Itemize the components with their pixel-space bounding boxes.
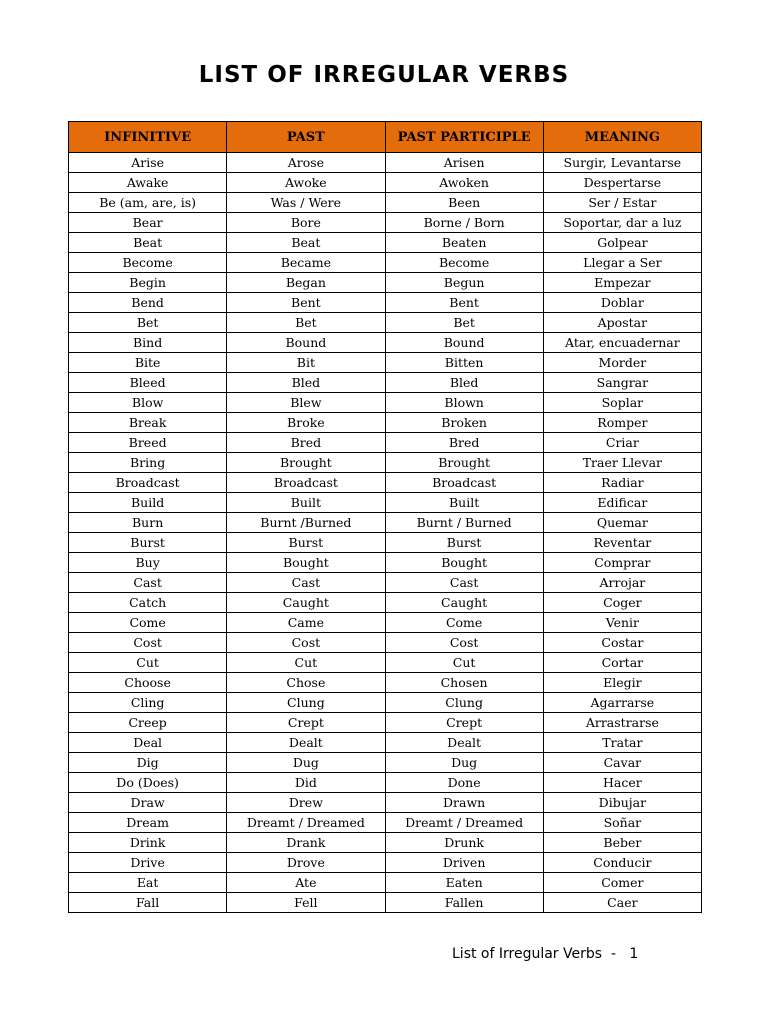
table-row xyxy=(69,713,702,733)
table-row xyxy=(69,733,702,753)
cell-past-participle: Crept xyxy=(385,713,543,733)
cell-infinitive: Buy xyxy=(69,553,227,573)
cell-meaning: Empezar xyxy=(543,273,701,293)
table-row xyxy=(69,653,702,673)
cell-meaning: Dibujar xyxy=(543,793,701,813)
cell-infinitive: Bite xyxy=(69,353,227,373)
cell-infinitive: Bind xyxy=(69,333,227,353)
cell-past-participle: Broken xyxy=(385,413,543,433)
cell-infinitive: Cast xyxy=(69,573,227,593)
cell-past: Was / Were xyxy=(227,193,385,213)
cell-past-participle: Come xyxy=(385,613,543,633)
cell-past: Burst xyxy=(227,533,385,553)
cell-past-participle: Caught xyxy=(385,593,543,613)
cell-infinitive: Bring xyxy=(69,453,227,473)
cell-past-participle: Bound xyxy=(385,333,543,353)
cell-past-participle: Burst xyxy=(385,533,543,553)
cell-meaning: Coger xyxy=(543,593,701,613)
table-row xyxy=(69,413,702,433)
cell-past: Began xyxy=(227,273,385,293)
table-row xyxy=(69,813,702,833)
cell-infinitive: Fall xyxy=(69,893,227,913)
cell-infinitive: Drive xyxy=(69,853,227,873)
cell-meaning: Edificar xyxy=(543,493,701,513)
cell-infinitive: Choose xyxy=(69,673,227,693)
cell-past-participle: Been xyxy=(385,193,543,213)
cell-infinitive: Bend xyxy=(69,293,227,313)
cell-infinitive: Do (Does) xyxy=(69,773,227,793)
cell-past: Drove xyxy=(227,853,385,873)
cell-infinitive: Break xyxy=(69,413,227,433)
cell-past: Dealt xyxy=(227,733,385,753)
cell-past-participle: Driven xyxy=(385,853,543,873)
table-body xyxy=(69,153,702,913)
cell-infinitive: Come xyxy=(69,613,227,633)
table-row xyxy=(69,153,702,173)
cell-past: Brought xyxy=(227,453,385,473)
cell-meaning: Radiar xyxy=(543,473,701,493)
table-row xyxy=(69,213,702,233)
table-row xyxy=(69,593,702,613)
cell-past-participle: Dreamt / Dreamed xyxy=(385,813,543,833)
cell-infinitive: Breed xyxy=(69,433,227,453)
cell-meaning: Golpear xyxy=(543,233,701,253)
cell-infinitive: Awake xyxy=(69,173,227,193)
table-header xyxy=(69,122,702,153)
cell-meaning: Doblar xyxy=(543,293,701,313)
cell-past-participle: Bred xyxy=(385,433,543,453)
cell-infinitive: Dream xyxy=(69,813,227,833)
table-row xyxy=(69,353,702,373)
cell-past-participle: Begun xyxy=(385,273,543,293)
cell-past-participle: Borne / Born xyxy=(385,213,543,233)
table-row xyxy=(69,693,702,713)
cell-meaning: Atar, encuadernar xyxy=(543,333,701,353)
cell-meaning: Ser / Estar xyxy=(543,193,701,213)
cell-past: Bore xyxy=(227,213,385,233)
cell-past-participle: Burnt / Burned xyxy=(385,513,543,533)
cell-infinitive: Begin xyxy=(69,273,227,293)
cell-infinitive: Be (am, are, is) xyxy=(69,193,227,213)
cell-meaning: Quemar xyxy=(543,513,701,533)
cell-past: Bred xyxy=(227,433,385,453)
cell-infinitive: Bleed xyxy=(69,373,227,393)
cell-past-participle: Drawn xyxy=(385,793,543,813)
cell-infinitive: Build xyxy=(69,493,227,513)
cell-meaning: Llegar a Ser xyxy=(543,253,701,273)
table-row xyxy=(69,313,702,333)
cell-past: Drank xyxy=(227,833,385,853)
table-row xyxy=(69,833,702,853)
cell-past: Ate xyxy=(227,873,385,893)
cell-past: Caught xyxy=(227,593,385,613)
cell-past-participle: Bent xyxy=(385,293,543,313)
cell-infinitive: Cost xyxy=(69,633,227,653)
irregular-verbs-table xyxy=(68,121,702,913)
table-row xyxy=(69,233,702,253)
page-footer: List of Irregular Verbs - 1 xyxy=(452,946,639,962)
cell-meaning: Soplar xyxy=(543,393,701,413)
table-row xyxy=(69,553,702,573)
cell-past: Burnt /Burned xyxy=(227,513,385,533)
header-meaning: MEANING xyxy=(543,122,701,153)
table-row xyxy=(69,273,702,293)
cell-past: Bought xyxy=(227,553,385,573)
cell-past-participle: Fallen xyxy=(385,893,543,913)
cell-past: Came xyxy=(227,613,385,633)
cell-past-participle: Eaten xyxy=(385,873,543,893)
table-row xyxy=(69,393,702,413)
cell-infinitive: Burn xyxy=(69,513,227,533)
cell-past: Chose xyxy=(227,673,385,693)
cell-past-participle: Blown xyxy=(385,393,543,413)
cell-meaning: Arrojar xyxy=(543,573,701,593)
cell-infinitive: Beat xyxy=(69,233,227,253)
cell-infinitive: Burst xyxy=(69,533,227,553)
cell-infinitive: Cut xyxy=(69,653,227,673)
cell-past: Fell xyxy=(227,893,385,913)
cell-past-participle: Bled xyxy=(385,373,543,393)
table-row xyxy=(69,893,702,913)
table-row xyxy=(69,493,702,513)
cell-meaning: Costar xyxy=(543,633,701,653)
cell-meaning: Venir xyxy=(543,613,701,633)
cell-meaning: Criar xyxy=(543,433,701,453)
table-row xyxy=(69,333,702,353)
cell-past: Blew xyxy=(227,393,385,413)
cell-infinitive: Become xyxy=(69,253,227,273)
cell-past: Awoke xyxy=(227,173,385,193)
cell-meaning: Cortar xyxy=(543,653,701,673)
cell-meaning: Caer xyxy=(543,893,701,913)
cell-past-participle: Brought xyxy=(385,453,543,473)
cell-past: Built xyxy=(227,493,385,513)
cell-infinitive: Eat xyxy=(69,873,227,893)
cell-meaning: Elegir xyxy=(543,673,701,693)
cell-past-participle: Arisen xyxy=(385,153,543,173)
cell-infinitive: Arise xyxy=(69,153,227,173)
cell-meaning: Cavar xyxy=(543,753,701,773)
table-row xyxy=(69,793,702,813)
cell-past: Broadcast xyxy=(227,473,385,493)
cell-past-participle: Done xyxy=(385,773,543,793)
cell-past: Dug xyxy=(227,753,385,773)
table-row xyxy=(69,533,702,553)
table-row xyxy=(69,773,702,793)
table-row xyxy=(69,173,702,193)
header-infinitive: INFINITIVE xyxy=(69,122,227,153)
header-past: PAST xyxy=(227,122,385,153)
header-row xyxy=(69,122,702,153)
cell-meaning: Despertarse xyxy=(543,173,701,193)
table-row xyxy=(69,293,702,313)
cell-past-participle: Drunk xyxy=(385,833,543,853)
cell-past-participle: Built xyxy=(385,493,543,513)
cell-past: Beat xyxy=(227,233,385,253)
cell-past-participle: Become xyxy=(385,253,543,273)
cell-past: Did xyxy=(227,773,385,793)
cell-past: Cost xyxy=(227,633,385,653)
cell-past: Bit xyxy=(227,353,385,373)
table-row xyxy=(69,753,702,773)
table-row xyxy=(69,433,702,453)
cell-infinitive: Blow xyxy=(69,393,227,413)
cell-past-participle: Cut xyxy=(385,653,543,673)
cell-meaning: Surgir, Levantarse xyxy=(543,153,701,173)
table-row xyxy=(69,873,702,893)
cell-meaning: Morder xyxy=(543,353,701,373)
cell-meaning: Sangrar xyxy=(543,373,701,393)
cell-past-participle: Cast xyxy=(385,573,543,593)
cell-past-participle: Cost xyxy=(385,633,543,653)
cell-past-participle: Bought xyxy=(385,553,543,573)
cell-past: Cast xyxy=(227,573,385,593)
cell-past: Drew xyxy=(227,793,385,813)
cell-past: Clung xyxy=(227,693,385,713)
cell-past-participle: Broadcast xyxy=(385,473,543,493)
cell-past-participle: Dug xyxy=(385,753,543,773)
cell-infinitive: Creep xyxy=(69,713,227,733)
cell-past: Became xyxy=(227,253,385,273)
table-row xyxy=(69,193,702,213)
cell-meaning: Soñar xyxy=(543,813,701,833)
table-row xyxy=(69,633,702,653)
cell-past: Arose xyxy=(227,153,385,173)
table-row xyxy=(69,373,702,393)
cell-infinitive: Catch xyxy=(69,593,227,613)
table-row xyxy=(69,613,702,633)
cell-past-participle: Awoken xyxy=(385,173,543,193)
cell-meaning: Hacer xyxy=(543,773,701,793)
cell-past: Bent xyxy=(227,293,385,313)
table-row xyxy=(69,253,702,273)
table-row xyxy=(69,573,702,593)
cell-meaning: Comprar xyxy=(543,553,701,573)
cell-infinitive: Dig xyxy=(69,753,227,773)
table-row xyxy=(69,853,702,873)
page-title: LIST OF IRREGULAR VERBS xyxy=(198,62,570,88)
cell-infinitive: Deal xyxy=(69,733,227,753)
cell-past-participle: Bet xyxy=(385,313,543,333)
cell-meaning: Beber xyxy=(543,833,701,853)
cell-past: Cut xyxy=(227,653,385,673)
cell-infinitive: Bet xyxy=(69,313,227,333)
cell-meaning: Agarrarse xyxy=(543,693,701,713)
cell-meaning: Comer xyxy=(543,873,701,893)
cell-meaning: Romper xyxy=(543,413,701,433)
cell-meaning: Reventar xyxy=(543,533,701,553)
cell-past: Bound xyxy=(227,333,385,353)
table-row xyxy=(69,513,702,533)
header-past-participle: PAST PARTICIPLE xyxy=(385,122,543,153)
cell-past-participle: Chosen xyxy=(385,673,543,693)
cell-past: Bet xyxy=(227,313,385,333)
cell-meaning: Tratar xyxy=(543,733,701,753)
cell-infinitive: Broadcast xyxy=(69,473,227,493)
cell-past-participle: Beaten xyxy=(385,233,543,253)
cell-past: Broke xyxy=(227,413,385,433)
cell-infinitive: Drink xyxy=(69,833,227,853)
cell-infinitive: Bear xyxy=(69,213,227,233)
cell-past-participle: Clung xyxy=(385,693,543,713)
table-row xyxy=(69,473,702,493)
table-row xyxy=(69,453,702,473)
cell-infinitive: Draw xyxy=(69,793,227,813)
cell-past: Bled xyxy=(227,373,385,393)
cell-meaning: Apostar xyxy=(543,313,701,333)
cell-meaning: Arrastrarse xyxy=(543,713,701,733)
cell-infinitive: Cling xyxy=(69,693,227,713)
table-row xyxy=(69,673,702,693)
cell-past-participle: Bitten xyxy=(385,353,543,373)
cell-past-participle: Dealt xyxy=(385,733,543,753)
cell-meaning: Conducir xyxy=(543,853,701,873)
cell-meaning: Traer Llevar xyxy=(543,453,701,473)
cell-meaning: Soportar, dar a luz xyxy=(543,213,701,233)
cell-past: Crept xyxy=(227,713,385,733)
cell-past: Dreamt / Dreamed xyxy=(227,813,385,833)
